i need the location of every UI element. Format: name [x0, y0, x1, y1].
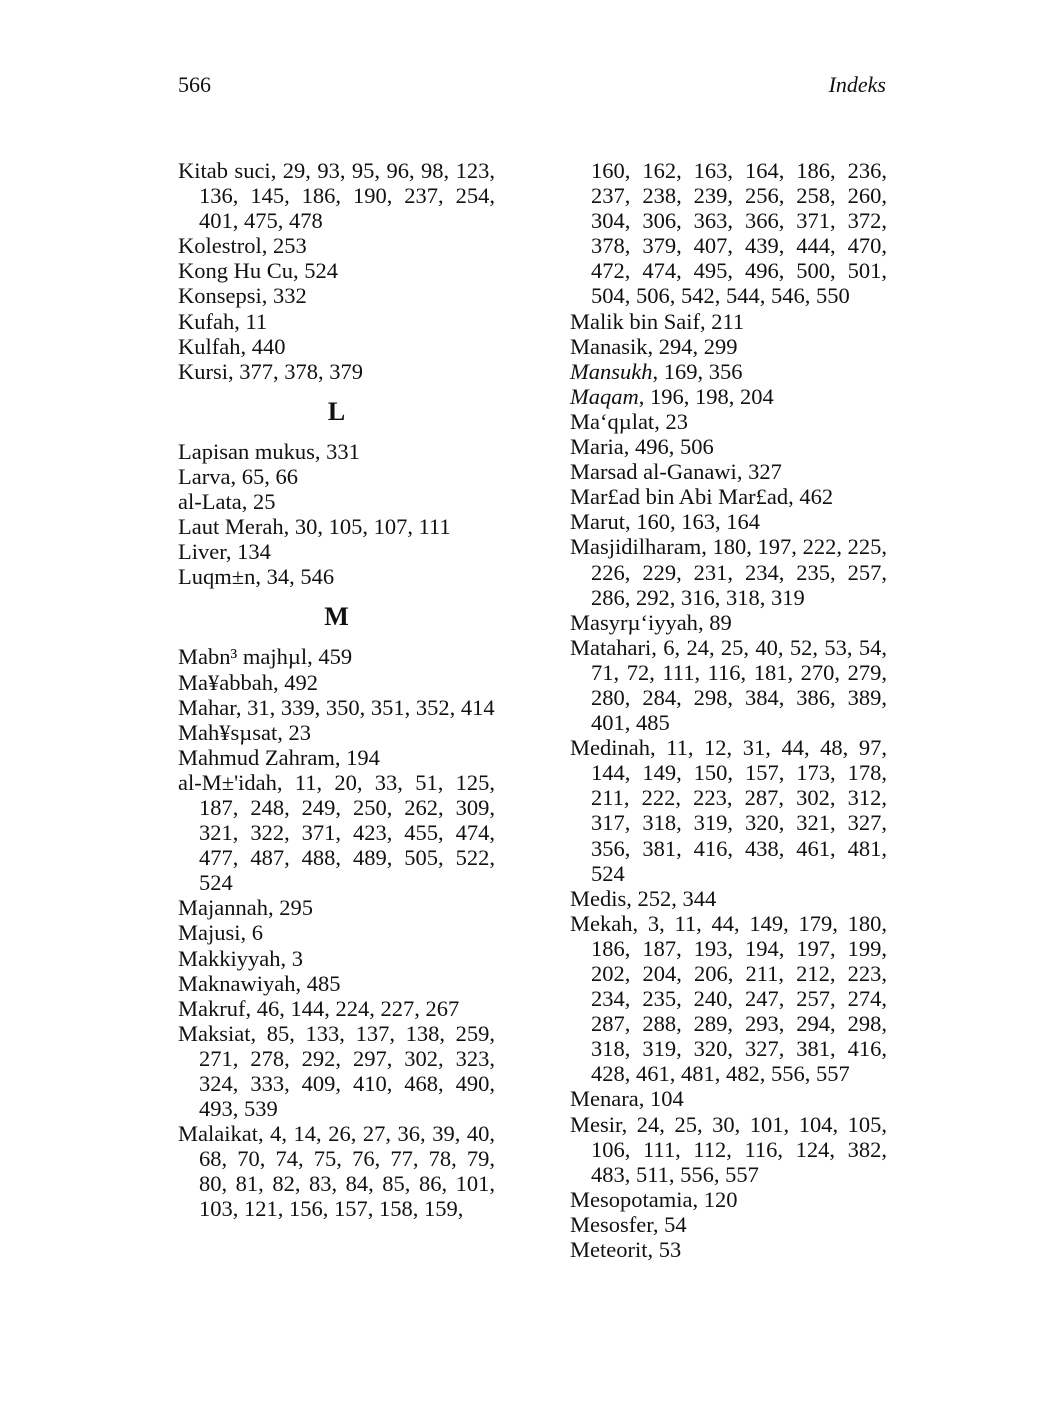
index-entry — [570, 434, 887, 459]
index-term: Kong Hu Cu — [178, 258, 294, 284]
index-term: Malik bin Saif — [570, 308, 700, 334]
index-term: Konsepsi — [178, 283, 262, 309]
index-entry — [570, 484, 887, 509]
index-entry — [178, 309, 495, 334]
index-pages: , 104 — [638, 1086, 684, 1112]
index-entry — [570, 384, 887, 409]
index-group-m — [178, 644, 495, 1221]
index-pages: , 196, 198, 204 — [638, 383, 774, 409]
index-entry — [178, 745, 495, 770]
index-pages: , 24, 25, 30, 101, 104, 105, 106, 111, 112, 116, 124, 382, 483, 511, 556, 557 — [591, 1111, 887, 1187]
index-column-left — [178, 158, 495, 1222]
index-term: Masjidilharam — [570, 534, 702, 560]
index-entry — [570, 1237, 887, 1262]
index-term: Mansukh — [570, 358, 653, 384]
index-pages: , 295 — [267, 895, 313, 921]
index-entry — [178, 439, 495, 464]
index-pages: , 253 — [261, 233, 307, 259]
index-pages: , 3 — [280, 945, 303, 971]
index-entry — [570, 459, 887, 484]
index-term: Kufah — [178, 308, 235, 334]
index-term: Manasik — [570, 333, 648, 359]
index-term: Malaikat — [178, 1121, 258, 1147]
index-pages: , 492 — [272, 669, 318, 695]
index-pages: , 294, 299 — [647, 333, 738, 359]
index-term: Menara — [570, 1086, 639, 1112]
index-term: Mesopotamia — [570, 1186, 693, 1212]
index-term: Mesosfer — [570, 1211, 653, 1237]
index-entry — [178, 895, 495, 920]
index-term: al-M±'idah — [178, 769, 277, 795]
index-entry — [178, 283, 495, 308]
index-term: Ma‘qµlat — [570, 408, 655, 434]
index-pages: , 23 — [654, 408, 688, 434]
index-entry — [178, 770, 495, 895]
index-pages: , 34, 546 — [255, 564, 335, 590]
index-pages: , 462 — [788, 484, 834, 510]
index-entry — [178, 670, 495, 695]
index-term: al-Lata — [178, 489, 242, 515]
index-entry — [570, 610, 887, 635]
index-entry — [570, 1187, 887, 1212]
index-term: Masyrµ‘iyyah — [570, 609, 698, 635]
index-pages: , 496, 506 — [623, 434, 714, 460]
index-group-k — [178, 158, 495, 384]
index-pages: , 134 — [225, 539, 271, 565]
index-pages: , 524 — [293, 258, 339, 284]
index-term: Matahari — [570, 634, 652, 660]
index-pages: , 377, 378, 379 — [228, 358, 363, 384]
index-entry — [178, 1021, 495, 1121]
index-group-l — [178, 439, 495, 590]
index-entry — [178, 464, 495, 489]
section-heading-l: L — [327, 396, 346, 426]
index-term: Kulfah — [178, 333, 241, 359]
index-entry — [570, 534, 887, 609]
index-pages: , 160, 163, 164 — [625, 509, 760, 535]
index-term: Mesir — [570, 1111, 622, 1137]
index-entry — [178, 1121, 495, 1221]
index-term: Mabn³ majhµl — [178, 644, 308, 670]
index-term: Majusi — [178, 920, 241, 946]
index-pages: , 485 — [295, 970, 341, 996]
index-pages: , 85, 133, 137, 138, 259, 271, 278, 292, 297, 302, 323, 324, 333, 409, 410, 468, 490, 493, 539 — [199, 1020, 495, 1122]
index-entry — [178, 258, 495, 283]
index-term: Majannah — [178, 895, 268, 921]
index-pages: , 29, 93, 95, 96, 98, 123, 136, 145, 186, 190, 237, 254, 401, 475, 478 — [199, 158, 496, 234]
index-term: Maria — [570, 434, 624, 460]
index-term: Mahmud Zahram — [178, 744, 335, 770]
index-term: Liver — [178, 539, 226, 565]
index-entry — [178, 996, 495, 1021]
index-pages: , 440 — [240, 333, 286, 359]
index-term: Kursi — [178, 358, 228, 384]
index-column-right — [570, 158, 887, 1262]
index-term: Meteorit — [570, 1237, 648, 1263]
index-pages: , 46, 144, 224, 227, 267 — [245, 995, 460, 1021]
index-pages: , 11, 20, 33, 51, 125, 187, 248, 249, 250, 262, 309, 321, 322, 371, 423, 455, 474, 477, 487, 488, 489, 505, 522, 524 — [199, 769, 495, 896]
index-term: Maknawiyah — [178, 970, 296, 996]
index-entry — [178, 564, 495, 589]
index-entry — [178, 233, 495, 258]
index-entry — [178, 539, 495, 564]
index-term: Kitab suci — [178, 158, 271, 183]
index-pages: , 6, 24, 25, 40, 52, 53, 54, 71, 72, 111, 116, 181, 270, 279, 280, 284, 298, 384, 386, 389, 401, 485 — [591, 634, 887, 736]
index-pages: , 11, 12, 31, 44, 48, 97, 144, 149, 150, 157, 173, 178, 211, 222, 223, 287, 302, 312, 317, 318, 319, 320, 321, 327, 356, 381, 416, 438, 461, 481, 524 — [591, 735, 887, 886]
index-pages: , 459 — [307, 644, 353, 670]
index-entry — [570, 409, 887, 434]
index-entry — [570, 334, 887, 359]
index-term: Mah¥sµsat — [178, 719, 278, 745]
index-term: Luqm±n — [178, 564, 256, 590]
index-pages: , 4, 14, 26, 27, 36, 39, 40, 68, 70, 74, 75, 76, 77, 78, 79, 80, 81, 82, 83, 84, 85, 86, 101, 103, 121, 156, 157, 158, 159, — [199, 1121, 495, 1222]
index-entry — [178, 489, 495, 514]
index-term: Maksiat — [178, 1020, 251, 1046]
index-entry-continuation: 160, 162, 163, 164, 186, 236, 237, 238, 239, 256, 258, 260, 304, 306, 363, 366, 371, 372, 378, 379, 407, 439, 444, 470, 472, 474, 495, 496, 500, 501, 504, 506, 542, 544, 546, 550 — [591, 158, 887, 309]
running-head: Indeks — [828, 72, 886, 97]
index-term: Makkiyyah — [178, 945, 281, 971]
index-entry — [570, 1212, 887, 1237]
index-term: Kolestrol — [178, 233, 262, 259]
index-entry — [178, 334, 495, 359]
index-pages: , 65, 66 — [230, 463, 298, 489]
index-term: Mekah — [570, 910, 633, 936]
index-pages: , 54 — [652, 1211, 687, 1237]
index-pages: , 332 — [261, 283, 307, 309]
index-entry — [570, 309, 887, 334]
index-pages: , 194 — [334, 744, 380, 770]
index-term: Medis — [570, 885, 627, 911]
index-term: Maqam — [570, 383, 639, 409]
index-pages: , 11 — [234, 308, 268, 334]
index-entry — [178, 158, 495, 233]
index-entry — [570, 1086, 887, 1111]
index-entry — [178, 514, 495, 539]
index-pages: , 31, 339, 350, 351, 352, 414 — [235, 694, 495, 720]
index-term: Medinah — [570, 735, 650, 761]
index-pages: , 25 — [241, 489, 276, 515]
index-pages: , 327 — [736, 459, 782, 485]
index-entry — [178, 920, 495, 945]
index-group-m-cont — [570, 309, 887, 1263]
index-pages: , 53 — [647, 1237, 682, 1263]
index-entry — [570, 359, 887, 384]
index-term: Mar£ad bin Abi Mar£ad — [570, 484, 789, 510]
index-entry — [570, 886, 887, 911]
index-pages: , 169, 356 — [652, 358, 743, 384]
index-term: Marsad al-Ganawi — [570, 459, 737, 485]
index-term: Marut — [570, 509, 625, 535]
index-entry — [178, 644, 495, 669]
index-entry — [178, 971, 495, 996]
index-pages: , 120 — [692, 1186, 738, 1212]
index-entry — [570, 735, 887, 886]
index-entry — [570, 911, 887, 1087]
index-entry — [178, 359, 495, 384]
index-pages: , 30, 105, 107, 111 — [283, 514, 451, 540]
index-pages: , 23 — [277, 719, 311, 745]
index-pages: , 252, 344 — [626, 885, 717, 911]
index-term: Ma¥abbah — [178, 669, 273, 695]
index-entry — [178, 946, 495, 971]
index-pages: , 89 — [697, 609, 732, 635]
page-number: 566 — [178, 72, 211, 97]
index-entry — [178, 720, 495, 745]
index-pages: , 211 — [700, 308, 745, 334]
index-pages: , 331 — [314, 438, 360, 464]
index-entry — [178, 695, 495, 720]
index-term: Mahar — [178, 694, 236, 720]
index-term: Laut Merah — [178, 514, 284, 540]
index-entry — [570, 1112, 887, 1187]
index-entry — [570, 509, 887, 534]
index-pages: , 180, 197, 222, 225, 226, 229, 231, 234, 235, 257, 286, 292, 316, 318, 319 — [591, 534, 887, 610]
index-term: Makruf — [178, 995, 246, 1021]
index-entry — [570, 635, 887, 735]
index-pages: , 6 — [240, 920, 264, 946]
index-term: Lapisan mukus — [178, 438, 315, 464]
index-pages: , 3, 11, 44, 149, 179, 180, 186, 187, 193, 194, 197, 199, 202, 204, 206, 211, 212, 223, 234, 235, 240, 247, 257, 274, 287, 288, 289, 293, 294, 298, 318, 319, 320, 327, 381, 416, 428, 461, 481, 482, 556, 557 — [591, 910, 887, 1087]
section-heading-m: M — [324, 602, 349, 632]
index-term: Larva — [178, 463, 231, 489]
